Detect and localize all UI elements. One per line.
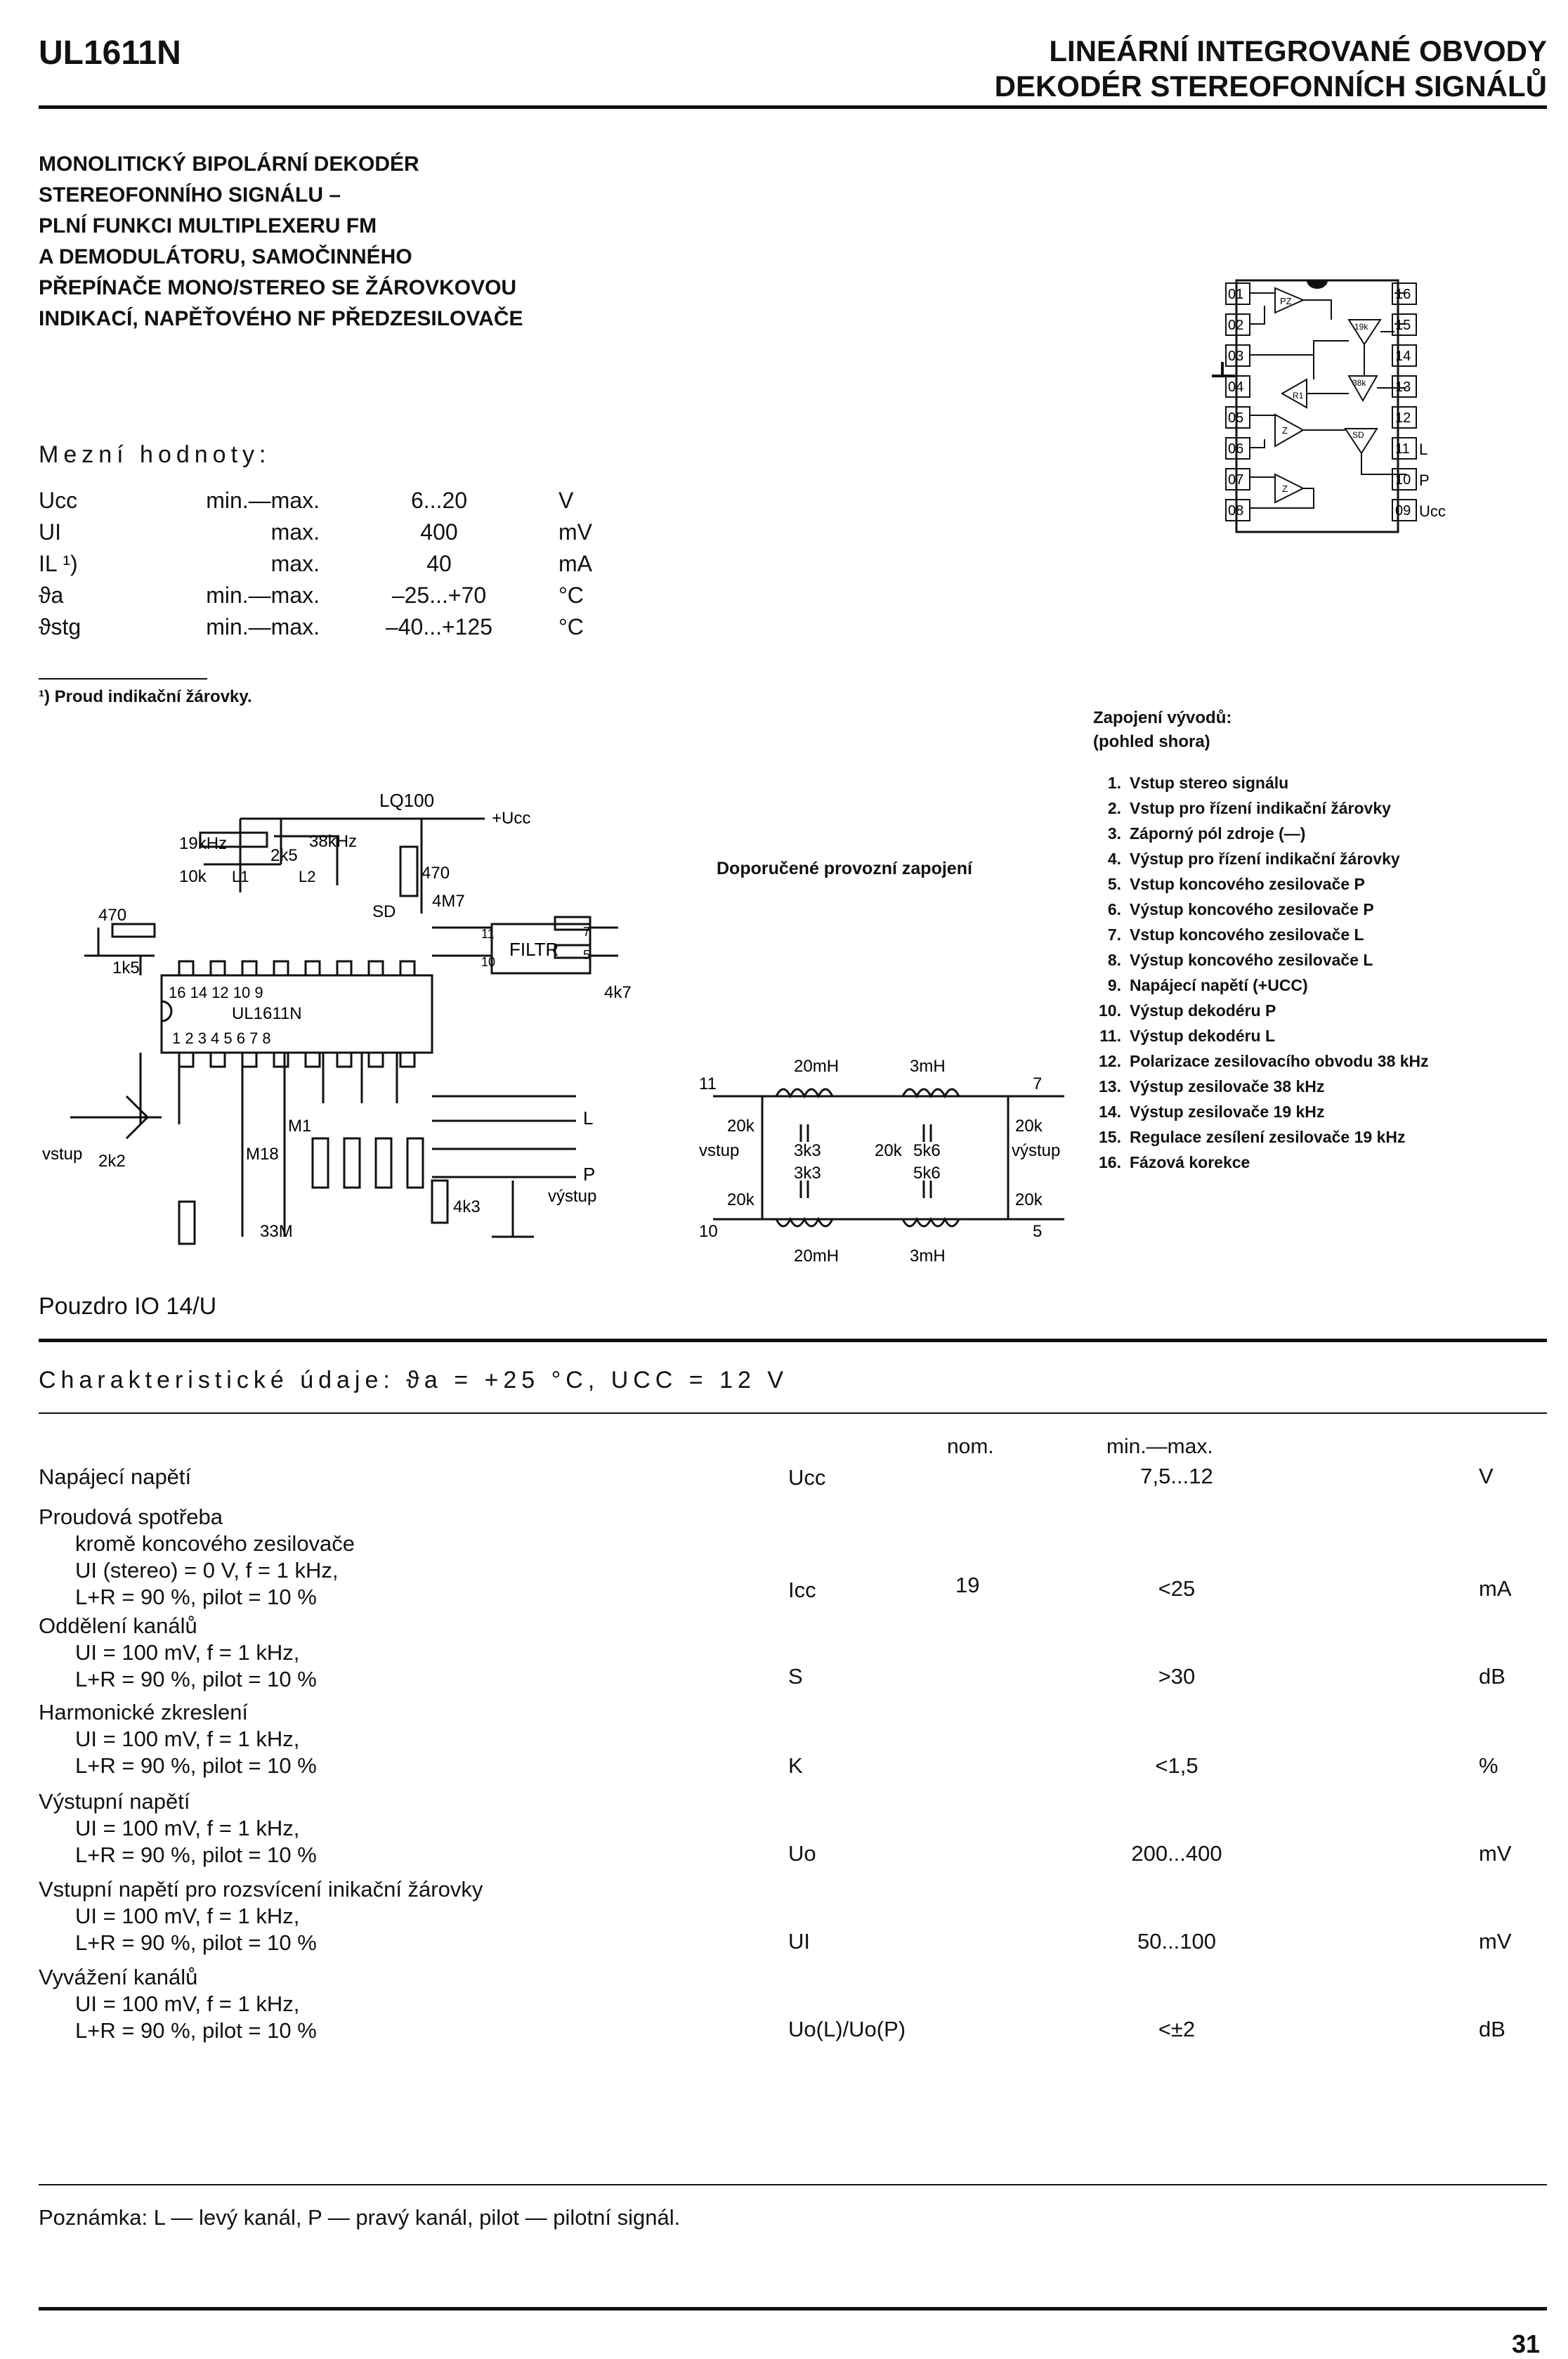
ic-body bbox=[1236, 280, 1398, 532]
pins-title bbox=[1093, 706, 1231, 754]
limit-unit: V bbox=[558, 488, 574, 513]
param-row bbox=[39, 1964, 317, 2044]
pin-number: 05 bbox=[1228, 410, 1244, 426]
application-title: Doporučené provozní zapojení bbox=[717, 859, 972, 878]
pin-number: 13 bbox=[1395, 379, 1411, 395]
param-name: Proudová spotřeba bbox=[39, 1505, 223, 1529]
chip-pin-top bbox=[306, 961, 320, 975]
label-l1: L1 bbox=[232, 868, 249, 885]
param-row bbox=[39, 1788, 317, 1869]
label-output-l: L bbox=[583, 1107, 594, 1129]
param-unit: mV bbox=[1479, 1929, 1512, 1954]
chip-pin-top bbox=[369, 961, 383, 975]
chip-notch bbox=[162, 1001, 171, 1021]
limit-range: min.—max. bbox=[206, 488, 320, 513]
page-title-line1: LINEÁRNÍ INTEGROVANÉ OBVODY bbox=[1049, 34, 1547, 67]
note-rule bbox=[39, 2184, 1547, 2185]
chip-pin-top bbox=[179, 961, 193, 975]
label-4m7: 4M7 bbox=[432, 892, 465, 911]
param-unit: mV bbox=[1479, 1841, 1512, 1866]
pin-number: 15 bbox=[1395, 318, 1411, 333]
pin-number: 02 bbox=[1228, 318, 1244, 333]
label-output-p: P bbox=[583, 1164, 596, 1185]
param-name: Napájecí napětí bbox=[39, 1464, 192, 1489]
pin-description: Výstup koncového zesilovače L bbox=[1130, 951, 1373, 969]
limit-value: 40 bbox=[426, 551, 452, 576]
limits-row bbox=[39, 516, 622, 548]
pin-item: 5. Vstup koncového zesilovače P bbox=[1107, 875, 1365, 893]
label-pin7: 7 bbox=[1033, 1074, 1043, 1093]
header-rule bbox=[39, 105, 1547, 109]
label-20k-e: 20k bbox=[1015, 1190, 1043, 1209]
label-20mh-bottom: 20mH bbox=[794, 1247, 839, 1266]
pin-item: 14. Výstup zesilovače 19 kHz bbox=[1099, 1103, 1325, 1121]
pin-description: Výstup zesilovače 19 kHz bbox=[1130, 1103, 1325, 1121]
pin-description: Vstup koncového zesilovače P bbox=[1130, 875, 1365, 893]
param-condition: UI = 100 mV, f = 1 kHz, bbox=[75, 1816, 300, 1840]
pin-number: 16 bbox=[1395, 287, 1411, 302]
param-symbol: Uo bbox=[788, 1841, 816, 1866]
pin-item: 10. Výstup dekodéru P bbox=[1099, 1001, 1276, 1020]
label-vystup-filter: výstup bbox=[1012, 1141, 1061, 1160]
limit-symbol: ϑa bbox=[39, 583, 64, 608]
chip-pin-top bbox=[242, 961, 256, 975]
pin-description: Vstup pro řízení indikační žárovky bbox=[1130, 799, 1391, 817]
param-condition: UI = 100 mV, f = 1 kHz, bbox=[75, 1991, 300, 2016]
param-range: <±2 bbox=[1158, 2017, 1196, 2041]
param-name: Oddělení kanálů bbox=[39, 1613, 197, 1638]
pins-title-text: Zapojení vývodů: bbox=[1093, 708, 1232, 727]
label-470: 470 bbox=[422, 864, 450, 883]
intro-line: PŘEPÍNAČE MONO/STEREO SE ŽÁROVKOVOU bbox=[39, 276, 517, 299]
pin-number: 08 bbox=[1228, 503, 1244, 519]
label-vstup-filter: vstup bbox=[699, 1141, 740, 1160]
pin-number: 07 bbox=[1228, 472, 1244, 488]
chip-pin-bottom bbox=[179, 1053, 193, 1067]
limits-row bbox=[39, 611, 622, 643]
label-filter-pin5: 5 bbox=[583, 948, 591, 962]
param-unit: V bbox=[1479, 1464, 1494, 1488]
pin-number: 12 bbox=[1395, 410, 1411, 426]
label-33m: 33M bbox=[260, 1222, 293, 1241]
limit-unit: °C bbox=[558, 583, 584, 608]
pin-description: Výstup dekodéru P bbox=[1130, 1001, 1276, 1020]
param-unit: % bbox=[1479, 1753, 1498, 1778]
label-ucc: +Ucc bbox=[492, 809, 531, 828]
label-5k6-bottom: 5k6 bbox=[913, 1164, 941, 1183]
resistor-4k3 bbox=[432, 1181, 447, 1223]
label-sd: SD bbox=[372, 902, 396, 921]
label-3mh-top: 3mH bbox=[910, 1057, 946, 1076]
param-condition: L+R = 90 %, pilot = 10 % bbox=[75, 1930, 317, 1955]
pin-number: 09 bbox=[1395, 503, 1411, 519]
right-pins bbox=[1392, 283, 1446, 521]
param-name: Vstupní napětí pro rozsvícení inikační žárovky bbox=[39, 1877, 483, 1902]
intro-line: STEREOFONNÍHO SIGNÁLU – bbox=[39, 183, 341, 207]
param-symbol: S bbox=[788, 1664, 803, 1689]
param-unit: dB bbox=[1479, 1664, 1505, 1689]
package-label: Pouzdro IO 14/U bbox=[39, 1293, 217, 1320]
param-name: Harmonické zkreslení bbox=[39, 1700, 249, 1724]
label-m18: M18 bbox=[246, 1145, 279, 1164]
param-row bbox=[39, 1504, 355, 1611]
label-lamp: LQ100 bbox=[379, 790, 435, 811]
footnote-rule bbox=[39, 678, 207, 680]
param-condition: L+R = 90 %, pilot = 10 % bbox=[75, 2018, 317, 2043]
param-condition: L+R = 90 %, pilot = 10 % bbox=[75, 1667, 317, 1691]
block-38k-label: 38k bbox=[1352, 378, 1366, 388]
param-range: <25 bbox=[1158, 1576, 1196, 1601]
label-pin5: 5 bbox=[1033, 1222, 1043, 1241]
input-network bbox=[70, 1096, 162, 1138]
label-m1: M1 bbox=[288, 1117, 312, 1136]
pin-item: 16. Fázová korekce bbox=[1099, 1153, 1250, 1171]
resistor-470b bbox=[112, 924, 155, 937]
limit-symbol: UI bbox=[39, 519, 61, 545]
intro-description bbox=[39, 149, 671, 334]
pin-item: 8. Výstup koncového zesilovače L bbox=[1107, 951, 1373, 969]
label-20k-a: 20k bbox=[727, 1117, 754, 1136]
pin-item: 15. Regulace zesílení zesilovače 19 kHz bbox=[1099, 1128, 1406, 1146]
pin-number: 01 bbox=[1228, 287, 1244, 302]
ic-notch bbox=[1307, 280, 1328, 289]
resistor-m18b bbox=[344, 1138, 360, 1188]
label-470b: 470 bbox=[98, 906, 127, 925]
param-symbol: K bbox=[788, 1753, 803, 1778]
pinout-diagram bbox=[1208, 278, 1447, 545]
chip-pin-bottom bbox=[274, 1053, 288, 1067]
param-range: <1,5 bbox=[1155, 1753, 1198, 1778]
block-pz-label: PZ bbox=[1280, 296, 1292, 306]
param-unit: dB bbox=[1479, 2017, 1505, 2041]
label-4k3: 4k3 bbox=[453, 1197, 481, 1216]
limit-value: –40...+125 bbox=[385, 614, 493, 639]
resistor-470 bbox=[400, 847, 417, 896]
label-20k-c: 20k bbox=[875, 1141, 902, 1160]
label-2k5: 2k5 bbox=[270, 846, 298, 865]
resistor-4k7 bbox=[179, 1202, 195, 1244]
param-name: Výstupní napětí bbox=[39, 1789, 190, 1814]
pin-description: Výstup koncového zesilovače P bbox=[1130, 900, 1374, 918]
footnote: ¹) Proud indikační žárovky. bbox=[39, 687, 252, 706]
label-3k3-bottom: 3k3 bbox=[794, 1164, 821, 1183]
label-l2: L2 bbox=[299, 868, 316, 885]
left-pins bbox=[1226, 283, 1250, 521]
pin-label: L bbox=[1419, 441, 1428, 458]
label-19khz: 19kHz bbox=[179, 834, 228, 853]
pin-item: 3. Záporný pól zdroje (—) bbox=[1107, 824, 1306, 843]
param-condition: UI (stereo) = 0 V, f = 1 kHz, bbox=[75, 1558, 339, 1583]
param-condition: kromě koncového zesilovače bbox=[75, 1531, 355, 1556]
param-condition: UI = 100 mV, f = 1 kHz, bbox=[75, 1727, 300, 1751]
characteristics-title: Charakteristické údaje: ϑa = +25 °C, UCC = 12 V bbox=[39, 1367, 789, 1393]
pin-item: 2. Vstup pro řízení indikační žárovky bbox=[1107, 799, 1391, 817]
label-20k-b: 20k bbox=[727, 1190, 754, 1209]
intro-line: PLNÍ FUNKCI MULTIPLEXERU FM bbox=[39, 214, 377, 238]
chip-pin-top bbox=[274, 961, 288, 975]
label-2k2: 2k2 bbox=[98, 1152, 126, 1171]
label-filter-pin10: 10 bbox=[481, 955, 496, 969]
pin-description: Polarizace zesilovacího obvodu 38 kHz bbox=[1130, 1052, 1429, 1070]
pin-item: 12. Polarizace zesilovacího obvodu 38 kHz bbox=[1099, 1052, 1429, 1070]
label-vystup: výstup bbox=[548, 1187, 597, 1206]
limits-row bbox=[39, 485, 622, 516]
label-filtr: FILTR bbox=[509, 939, 559, 960]
pin-label: P bbox=[1419, 472, 1430, 489]
pins-subtitle: (pohled shora) bbox=[1093, 732, 1210, 751]
pin-description: Záporný pól zdroje (—) bbox=[1130, 824, 1306, 843]
label-10k: 10k bbox=[179, 867, 207, 886]
pin-description: Regulace zesílení zesilovače 19 kHz bbox=[1130, 1128, 1406, 1146]
internal-wiring bbox=[1249, 293, 1406, 508]
label-chip: UL1611N bbox=[232, 1004, 302, 1023]
param-condition: L+R = 90 %, pilot = 10 % bbox=[75, 1843, 317, 1867]
param-condition: L+R = 90 %, pilot = 10 % bbox=[75, 1585, 317, 1609]
chip-pin-bottom bbox=[306, 1053, 320, 1067]
section-rule bbox=[39, 1339, 1547, 1342]
limit-unit: mV bbox=[558, 519, 592, 545]
limit-symbol: ϑstg bbox=[39, 614, 81, 639]
capacitors-bottom bbox=[801, 1181, 931, 1198]
pin-description: Výstup zesilovače 38 kHz bbox=[1130, 1077, 1325, 1096]
intro-line: INDIKACÍ, NAPĚŤOVÉHO NF PŘEDZESILOVAČE bbox=[39, 307, 523, 330]
block-19k-label: 19k bbox=[1354, 322, 1368, 332]
pin-item: 7. Vstup koncového zesilovače L bbox=[1107, 925, 1364, 944]
limit-range: max. bbox=[270, 551, 320, 576]
filter-schematic bbox=[699, 1058, 1078, 1268]
column-minmax: min.—max. bbox=[1106, 1435, 1213, 1458]
block-z1-label: Z bbox=[1282, 425, 1288, 436]
footer-rule bbox=[39, 2307, 1547, 2311]
label-4k7: 4k7 bbox=[604, 983, 632, 1002]
label-chip-top-pins: 16 14 12 10 9 bbox=[169, 984, 263, 1001]
page-title-line2: DEKODÉR STEREOFONNÍCH SIGNÁLŮ bbox=[994, 70, 1547, 103]
label-filter-pin11: 11 bbox=[481, 927, 495, 941]
pin-description: Fázová korekce bbox=[1130, 1153, 1250, 1171]
param-symbol: Ucc bbox=[788, 1465, 826, 1490]
pin-item: 1. Vstup stereo signálu bbox=[1107, 774, 1289, 792]
limit-range: min.—max. bbox=[206, 583, 320, 608]
param-range: 7,5...12 bbox=[1140, 1464, 1213, 1488]
characteristics-rule bbox=[39, 1412, 1547, 1414]
param-condition: UI = 100 mV, f = 1 kHz, bbox=[75, 1904, 300, 1928]
param-range: >30 bbox=[1158, 1664, 1196, 1689]
param-name: Vyvážení kanálů bbox=[39, 1965, 198, 1989]
column-nom: nom. bbox=[947, 1435, 994, 1458]
block-sd-label: SD bbox=[1352, 430, 1364, 440]
chip-pin-bottom bbox=[337, 1053, 351, 1067]
label-3mh-bottom: 3mH bbox=[910, 1247, 946, 1266]
pin-number: 10 bbox=[1395, 472, 1411, 488]
limit-unit: mA bbox=[558, 551, 592, 576]
param-symbol: Uo(L)/Uo(P) bbox=[788, 2017, 906, 2041]
chip-pin-top bbox=[337, 961, 351, 975]
capacitors-top bbox=[801, 1124, 931, 1142]
pins-list bbox=[1093, 770, 1429, 1175]
pin-description: Napájecí napětí (+UCC) bbox=[1130, 976, 1308, 994]
label-vstup: vstup bbox=[42, 1145, 83, 1164]
label-pin10: 10 bbox=[699, 1222, 718, 1241]
chip-pin-bottom bbox=[400, 1053, 414, 1067]
part-number: UL1611N bbox=[39, 34, 181, 72]
chip-pin-bottom bbox=[242, 1053, 256, 1067]
param-row bbox=[39, 1613, 317, 1693]
resistor-m1b bbox=[407, 1138, 423, 1188]
param-symbol: UI bbox=[788, 1929, 810, 1954]
intro-line: MONOLITICKÝ BIPOLÁRNÍ DEKODÉR bbox=[39, 152, 419, 176]
page-title bbox=[995, 34, 1547, 104]
limits-table bbox=[39, 485, 622, 643]
param-row bbox=[39, 1876, 483, 1956]
limit-range: min.—max. bbox=[206, 614, 320, 639]
pin-number: 06 bbox=[1228, 441, 1244, 457]
block-z1 bbox=[1275, 415, 1303, 446]
chip-pin-top bbox=[400, 961, 414, 975]
pin-description: Vstup stereo signálu bbox=[1130, 774, 1289, 792]
param-condition: L+R = 90 %, pilot = 10 % bbox=[75, 1753, 317, 1778]
limits-title: Mezní hodnoty: bbox=[39, 441, 271, 468]
limit-value: –25...+70 bbox=[391, 583, 487, 608]
pin-item: 9. Napájecí napětí (+UCC) bbox=[1107, 976, 1308, 994]
chip-pin-bottom bbox=[369, 1053, 383, 1067]
pin-item: 6. Výstup koncového zesilovače P bbox=[1107, 900, 1374, 918]
label-5k6-top: 5k6 bbox=[913, 1141, 941, 1160]
param-row bbox=[39, 1464, 191, 1490]
param-nom: 19 bbox=[955, 1573, 980, 1597]
label-chip-bottom-pins: 1 2 3 4 5 6 7 8 bbox=[172, 1029, 271, 1047]
chip-pin-bottom bbox=[211, 1053, 225, 1067]
application-schematic bbox=[42, 787, 632, 1265]
block-r1-label: R1 bbox=[1293, 391, 1304, 401]
pin-number: 04 bbox=[1228, 379, 1244, 395]
block-z2-label: Z bbox=[1282, 483, 1288, 494]
limit-range: max. bbox=[270, 519, 320, 545]
limit-symbol: Ucc bbox=[39, 488, 78, 513]
page-number: 31 bbox=[1511, 2329, 1540, 2358]
label-pin11: 11 bbox=[699, 1074, 717, 1093]
chip-pin-top bbox=[211, 961, 225, 975]
param-range: 200...400 bbox=[1131, 1841, 1222, 1866]
limits-row bbox=[39, 580, 622, 611]
limit-symbol: IL ¹) bbox=[39, 551, 78, 576]
resistor-m1 bbox=[376, 1138, 391, 1188]
resistor-m18a bbox=[313, 1138, 328, 1188]
pin-number: 11 bbox=[1395, 441, 1410, 457]
limit-value: 6...20 bbox=[410, 488, 468, 513]
param-range: 50...100 bbox=[1137, 1929, 1217, 1954]
ground-lead bbox=[1212, 362, 1235, 376]
limits-row bbox=[39, 548, 622, 580]
block-z2 bbox=[1275, 474, 1303, 502]
pin-label: Ucc bbox=[1419, 502, 1446, 520]
label-20mh-top: 20mH bbox=[794, 1057, 839, 1076]
pin-item: 11. Výstup dekodéru L bbox=[1099, 1027, 1276, 1045]
pin-description: Výstup pro řízení indikační žárovky bbox=[1130, 850, 1400, 868]
pin-item: 4. Výstup pro řízení indikační žárovky bbox=[1107, 850, 1400, 868]
label-3k3-top: 3k3 bbox=[794, 1141, 821, 1160]
pin-number: 14 bbox=[1395, 349, 1411, 364]
label-1k5: 1k5 bbox=[112, 958, 140, 977]
label-20k-d: 20k bbox=[1015, 1117, 1043, 1136]
pin-description: Vstup koncového zesilovače L bbox=[1130, 925, 1364, 944]
limit-value: 400 bbox=[420, 519, 458, 545]
pin-description: Výstup dekodéru L bbox=[1130, 1027, 1276, 1045]
param-unit: mA bbox=[1479, 1576, 1512, 1601]
param-condition: UI = 100 mV, f = 1 kHz, bbox=[75, 1640, 300, 1665]
param-row bbox=[39, 1699, 317, 1779]
label-filter-pin7: 7 bbox=[583, 925, 591, 939]
pin-number: 03 bbox=[1228, 349, 1244, 364]
note: Poznámka: L — levý kanál, P — pravý kanál, pilot — pilotní signál. bbox=[39, 2205, 681, 2230]
pin-item: 13. Výstup zesilovače 38 kHz bbox=[1099, 1077, 1325, 1096]
label-38khz: 38kHz bbox=[309, 832, 358, 851]
intro-line: A DEMODULÁTORU, SAMOČINNÉHO bbox=[39, 245, 412, 268]
param-symbol: Icc bbox=[788, 1578, 816, 1602]
limit-unit: °C bbox=[558, 614, 584, 639]
